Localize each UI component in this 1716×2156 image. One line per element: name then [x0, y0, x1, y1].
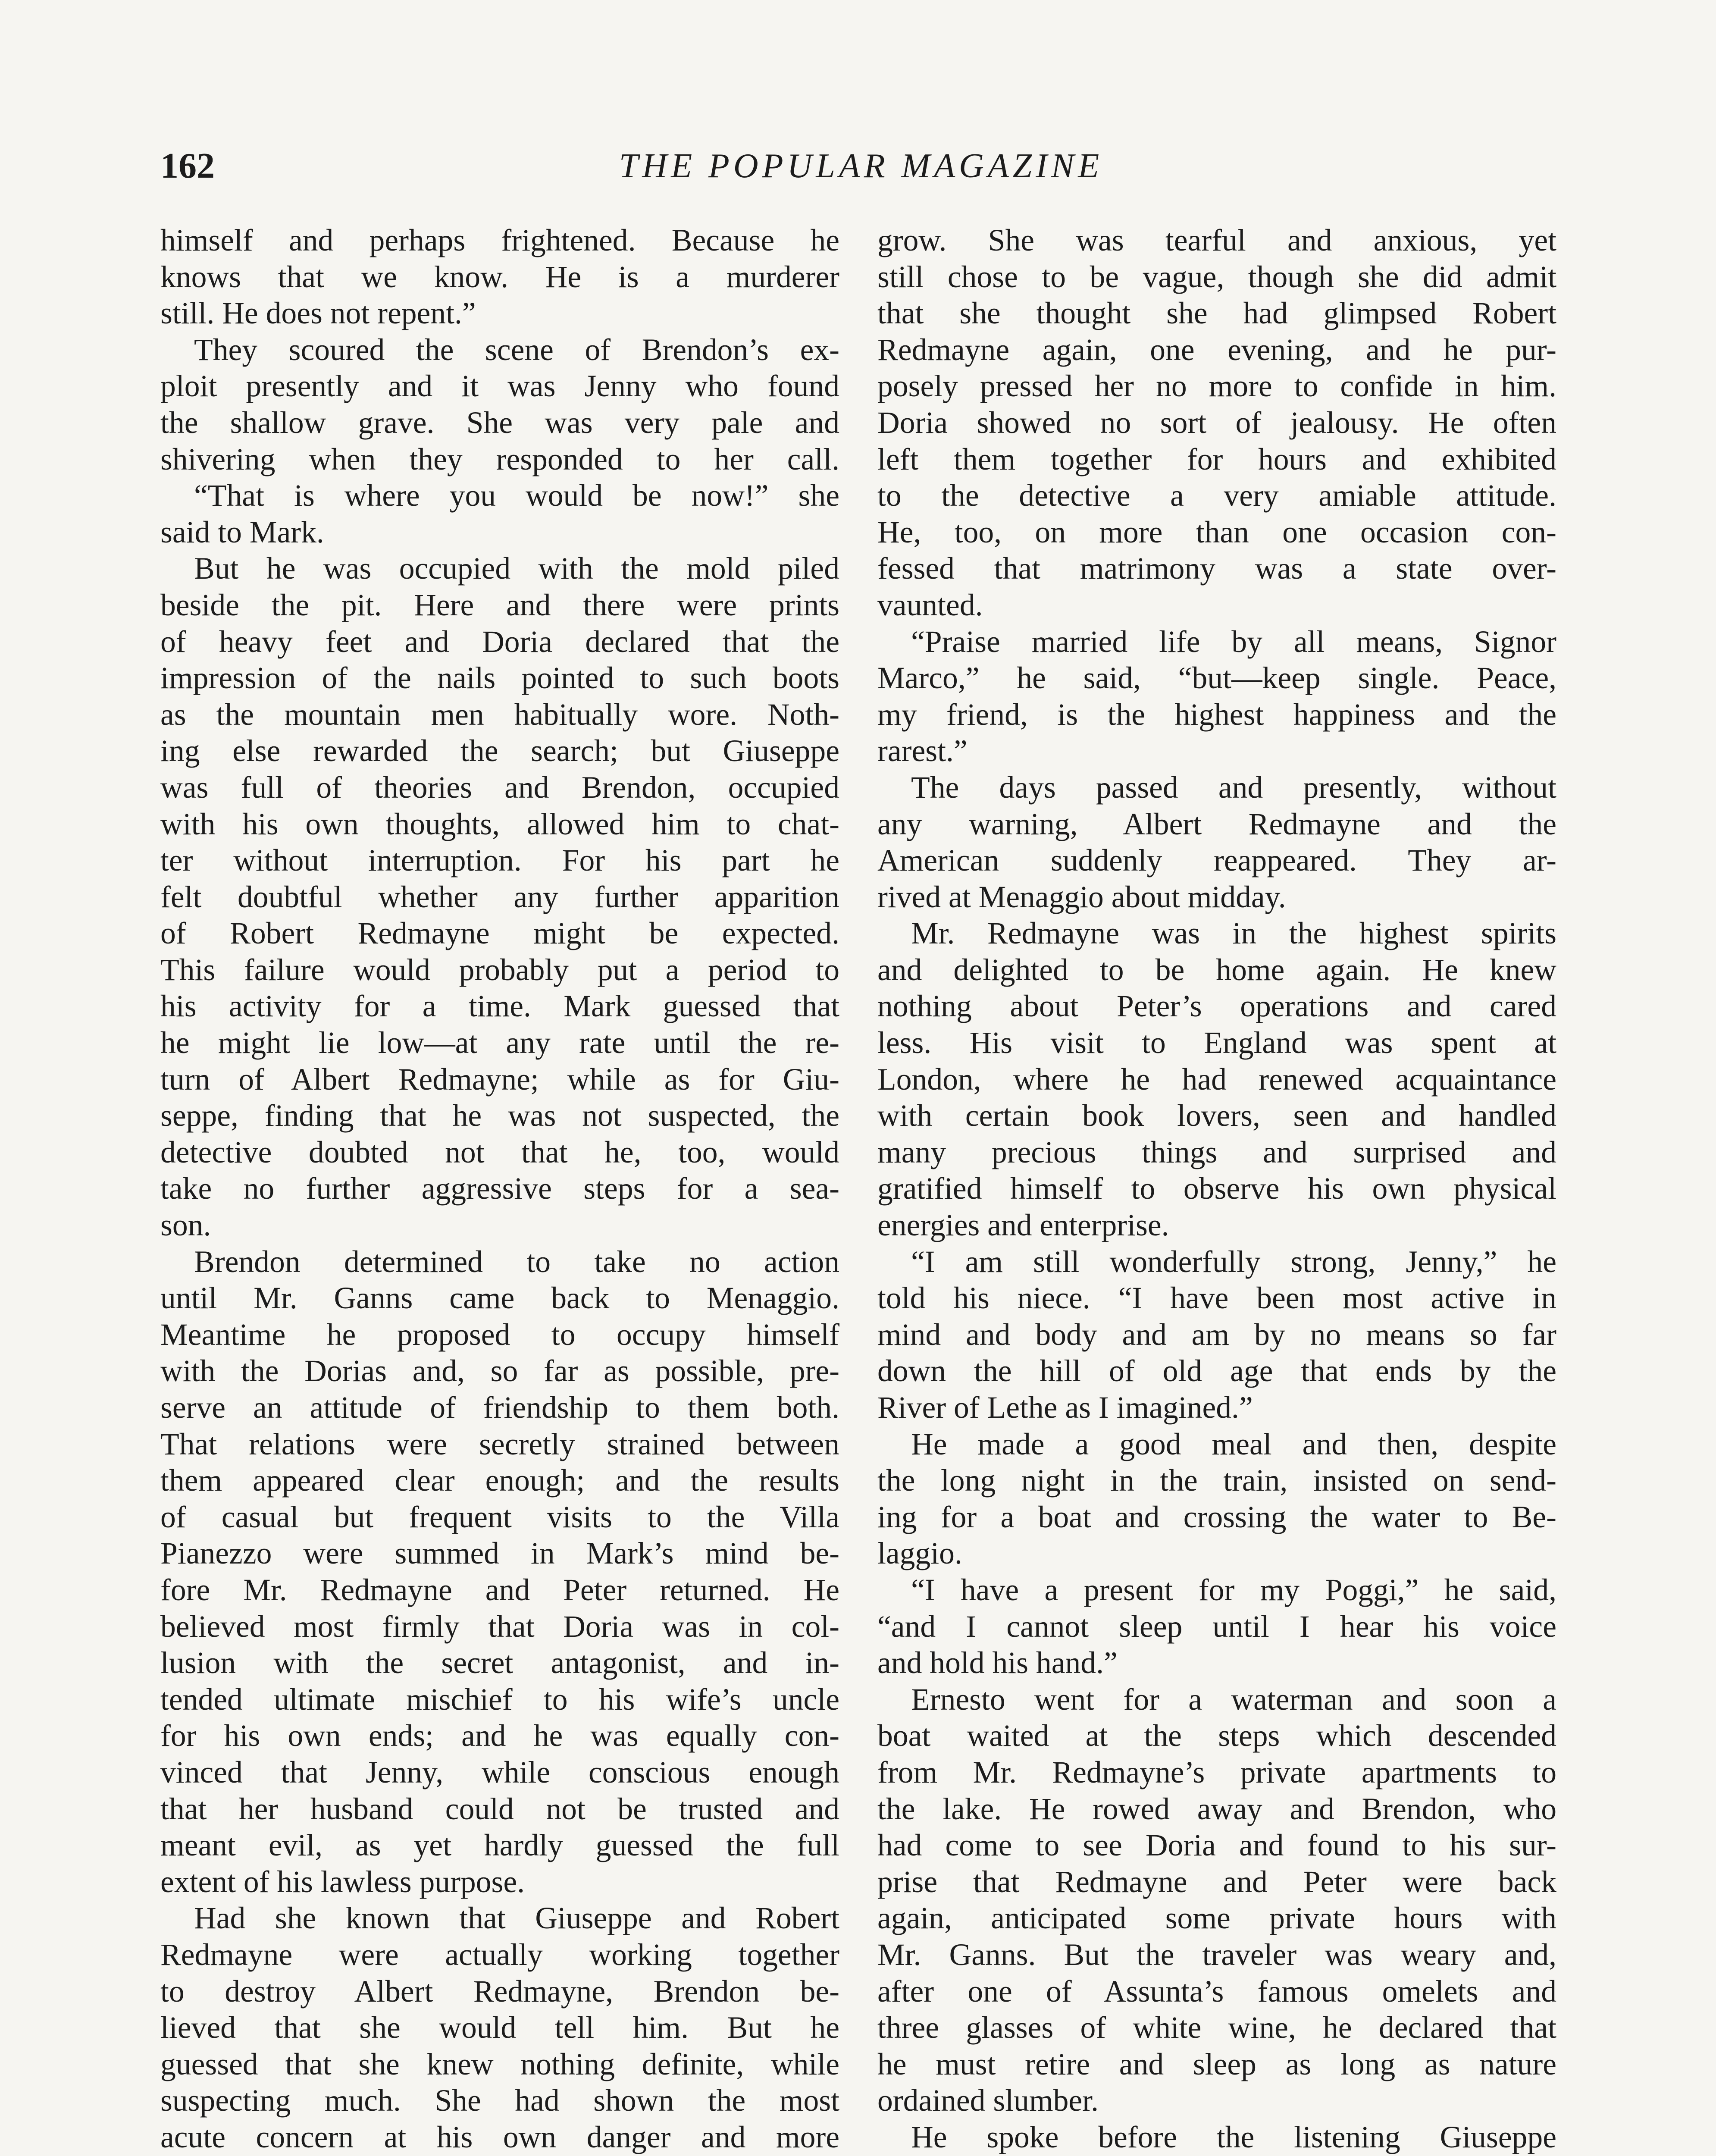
text-line: three glasses of white wine, he declared that	[877, 2011, 1556, 2045]
text-line: London, where he had renewed acquaintance	[877, 1062, 1556, 1097]
text-line: left them together for hours and exhibited	[877, 442, 1556, 476]
text-line: He made a good meal and then, despite	[911, 1427, 1556, 1461]
text-line: vinced that Jenny, while conscious enough	[160, 1755, 839, 1789]
text-line: of casual but frequent visits to the Villa	[160, 1500, 839, 1534]
text-line: boat waited at the steps which descended	[877, 1719, 1556, 1753]
text-line: his activity for a time. Mark guessed that	[160, 989, 839, 1024]
text-line: “and I cannot sleep until I hear his voice	[877, 1609, 1556, 1644]
text-line: still chose to be vague, though she did admit	[877, 260, 1556, 294]
text-line: and hold his hand.”	[877, 1646, 1118, 1680]
text-line: them appeared clear enough; and the results	[160, 1463, 839, 1498]
text-line: prise that Redmayne and Peter were back	[877, 1865, 1556, 1899]
text-line: nothing about Peter’s operations and cared	[877, 989, 1556, 1024]
text-line: knows that we know. He is a murderer	[160, 260, 839, 294]
text-line: acute concern at his own danger and more	[160, 2120, 839, 2154]
text-line: vaunted.	[877, 588, 983, 622]
text-line: suspecting much. She had shown the most	[160, 2084, 839, 2118]
text-line: grow. She was tearful and anxious, yet	[877, 223, 1556, 257]
text-line: impression of the nails pointed to such boots	[160, 661, 839, 696]
text-line: “That is where you would be now!” she	[194, 479, 839, 513]
text-line: with the Dorias and, so far as possible, pre-	[160, 1354, 839, 1388]
text-line: laggio.	[877, 1536, 962, 1571]
text-line: he might lie low—at any rate until the re-	[160, 1026, 839, 1060]
text-line: again, anticipated some private hours with	[877, 1901, 1556, 1936]
text-line: less. His visit to England was spent at	[877, 1026, 1556, 1060]
text-line: ploit presently and it was Jenny who found	[160, 369, 839, 404]
text-line: “I am still wonderfully strong, Jenny,” he	[911, 1244, 1556, 1279]
text-line: ing else rewarded the search; but Giuseppe	[160, 734, 839, 768]
text-line: felt doubtful whether any further apparition	[160, 880, 839, 914]
text-line: son.	[160, 1208, 211, 1243]
text-line: the shallow grave. She was very pale and	[160, 405, 839, 440]
text-line: Brendon determined to take no action	[194, 1244, 839, 1279]
text-line: The days passed and presently, without	[911, 770, 1556, 805]
text-line: many precious things and surprised and	[877, 1135, 1556, 1169]
text-line: River of Lethe as I imagined.”	[877, 1391, 1253, 1425]
text-line: the long night in the train, insisted on send-	[877, 1463, 1556, 1498]
text-line: for his own ends; and he was equally con-	[160, 1719, 839, 1753]
text-line: he must retire and sleep as long as nature	[877, 2047, 1556, 2081]
text-line: believed most firmly that Doria was in col-	[160, 1609, 839, 1644]
page-number: 162	[160, 146, 215, 186]
text-line: with certain book lovers, seen and handled	[877, 1099, 1556, 1133]
text-line: tended ultimate mischief to his wife’s uncle	[160, 1682, 839, 1717]
text-line: meant evil, as yet hardly guessed the full	[160, 1828, 839, 1863]
text-line: from Mr. Redmayne’s private apartments to	[877, 1755, 1556, 1789]
text-line: Meantime he proposed to occupy himself	[160, 1317, 839, 1352]
text-line: “I have a present for my Poggi,” he said,	[911, 1573, 1556, 1607]
text-line: that her husband could not be trusted and	[160, 1792, 839, 1826]
text-line: take no further aggressive steps for a sea-	[160, 1172, 839, 1206]
text-line: down the hill of old age that ends by the	[877, 1354, 1556, 1388]
text-line: turn of Albert Redmayne; while as for Giu-	[160, 1062, 839, 1097]
text-line: my friend, is the highest happiness and the	[877, 697, 1556, 732]
text-line: with his own thoughts, allowed him to chat-	[160, 807, 839, 841]
text-line: Doria showed no sort of jealousy. He often	[877, 405, 1556, 440]
text-line: himself and perhaps frightened. Because he	[160, 223, 839, 257]
text-line: ter without interruption. For his part he	[160, 843, 839, 878]
text-line: He spoke before the listening Giuseppe	[911, 2120, 1556, 2154]
text-line: Mr. Redmayne was in the highest spirits	[911, 916, 1556, 951]
text-line: said to Mark.	[160, 515, 324, 549]
text-line: posely pressed her no more to confide in him.	[877, 369, 1556, 404]
text-line: extent of his lawless purpose.	[160, 1865, 525, 1899]
magazine-title: THE POPULAR MAGAZINE	[619, 147, 1103, 185]
text-line: rarest.”	[877, 734, 968, 768]
text-line: ordained slumber.	[877, 2084, 1099, 2118]
text-line: shivering when they responded to her call.	[160, 442, 839, 476]
text-line: That relations were secretly strained between	[160, 1427, 839, 1461]
text-line: lieved that she would tell him. But he	[160, 2011, 839, 2045]
text-line: still. He does not repent.”	[160, 296, 476, 331]
text-line: This failure would probably put a period to	[160, 953, 839, 987]
text-line: after one of Assunta’s famous omelets and	[877, 1974, 1556, 2009]
text-column-right	[877, 222, 1556, 2156]
text-line: Had she known that Giuseppe and Robert	[194, 1901, 839, 1936]
text-line: gratified himself to observe his own physical	[877, 1172, 1556, 1206]
text-line: until Mr. Ganns came back to Menaggio.	[160, 1281, 839, 1316]
text-line: rived at Menaggio about midday.	[877, 880, 1286, 914]
text-line: of Robert Redmayne might be expected.	[160, 916, 839, 951]
text-line: Mr. Ganns. But the traveler was weary and,	[877, 1937, 1556, 1972]
text-line: to the detective a very amiable attitude.	[877, 479, 1556, 513]
text-line: Pianezzo were summed in Mark’s mind be-	[160, 1536, 839, 1571]
text-column-left	[160, 222, 839, 2156]
text-line: of heavy feet and Doria declared that the	[160, 624, 839, 659]
text-line: any warning, Albert Redmayne and the	[877, 807, 1556, 841]
text-line: to destroy Albert Redmayne, Brendon be-	[160, 1974, 839, 2009]
text-line: was full of theories and Brendon, occupied	[160, 770, 839, 805]
text-line: fessed that matrimony was a state over-	[877, 552, 1556, 586]
text-line: fore Mr. Redmayne and Peter returned. He	[160, 1573, 839, 1607]
text-line: detective doubted not that he, too, would	[160, 1135, 839, 1169]
text-line: told his niece. “I have been most active in	[877, 1281, 1556, 1316]
text-line: ing for a boat and crossing the water to Be-	[877, 1500, 1556, 1534]
text-line: that she thought she had glimpsed Robert	[877, 296, 1556, 331]
page-header	[160, 138, 1562, 194]
text-line: as the mountain men habitually wore. Noth-	[160, 697, 839, 732]
text-line: Redmayne again, one evening, and he pur-	[877, 332, 1556, 367]
text-line: mind and body and am by no means so far	[877, 1317, 1556, 1352]
text-line: beside the pit. Here and there were prints	[160, 588, 839, 622]
text-line: But he was occupied with the mold piled	[194, 552, 839, 586]
text-line: serve an attitude of friendship to them both.	[160, 1391, 839, 1425]
text-line: Marco,” he said, “but—keep single. Peace,	[877, 661, 1556, 696]
text-line: energies and enterprise.	[877, 1208, 1169, 1243]
text-line: They scoured the scene of Brendon’s ex-	[194, 332, 839, 367]
text-line: had come to see Doria and found to his sur-	[877, 1828, 1556, 1863]
text-line: and delighted to be home again. He knew	[877, 953, 1556, 987]
text-line: the lake. He rowed away and Brendon, who	[877, 1792, 1556, 1826]
text-line: lusion with the secret antagonist, and in-	[160, 1646, 839, 1680]
text-line: American suddenly reappeared. They ar-	[877, 843, 1556, 878]
text-line: seppe, finding that he was not suspected, the	[160, 1099, 839, 1133]
text-line: “Praise married life by all means, Signor	[911, 624, 1556, 659]
text-line: Ernesto went for a waterman and soon a	[911, 1682, 1556, 1717]
text-line: Redmayne were actually working together	[160, 1937, 839, 1972]
text-line: guessed that she knew nothing definite, while	[160, 2047, 839, 2081]
text-line: He, too, on more than one occasion con-	[877, 515, 1556, 549]
